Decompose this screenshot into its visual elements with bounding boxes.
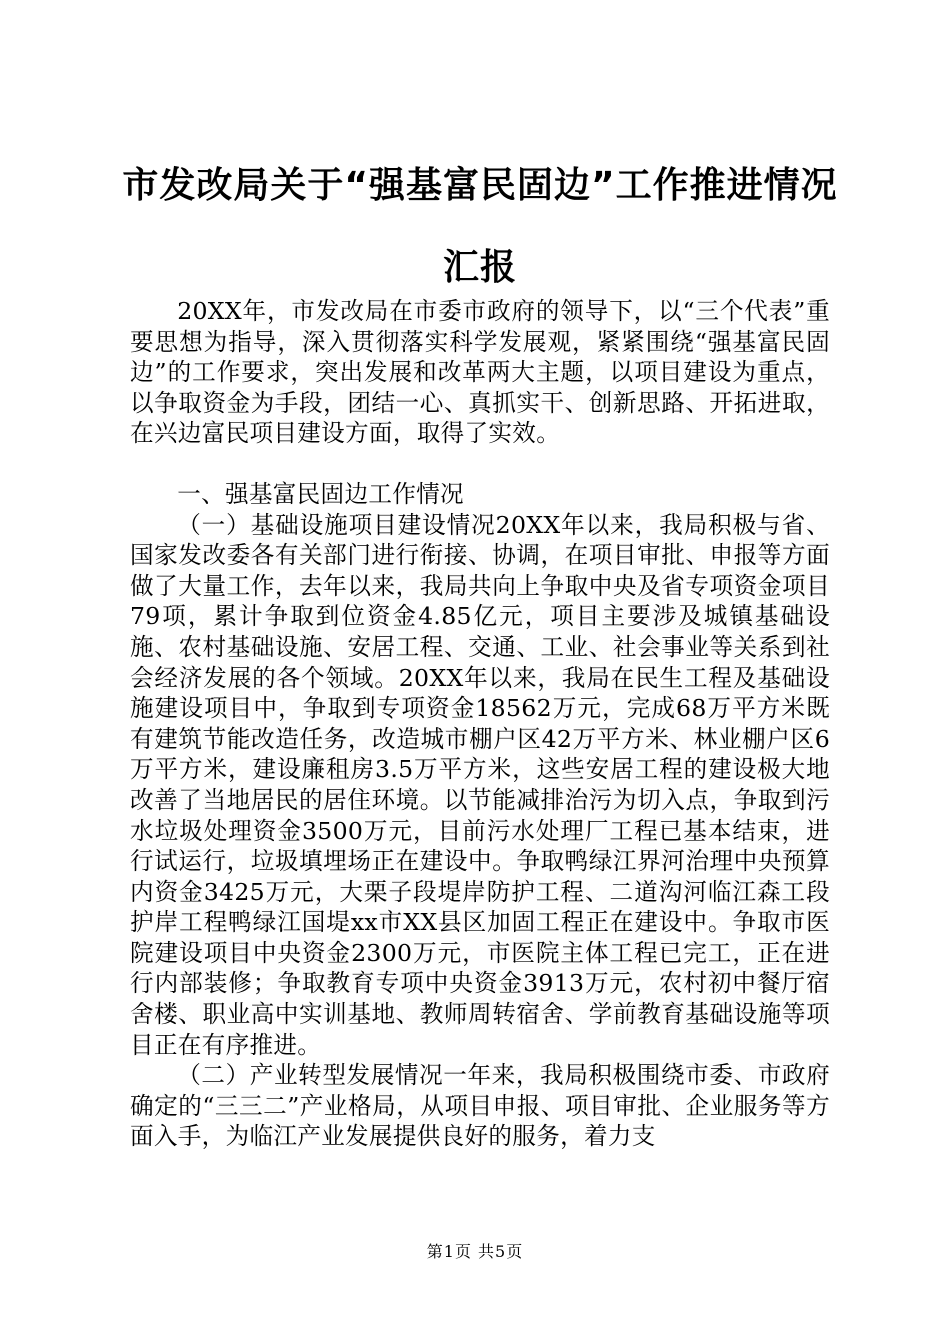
page-footer: 第1页 共5页 [426, 1242, 524, 1261]
section-heading: 一、强基富民固边工作情况 [177, 479, 464, 508]
industry-paragraph: （二）产业转型发展情况一年来，我局积极围绕市委、市政府确定的“三三二”产业格局，从项目申报、项目审批、企业服务等方面入手，为临江产业发展提供良好的服务，着力支 [130, 1061, 830, 1151]
document-title-line-2: 汇报 [442, 247, 517, 288]
intro-paragraph: 20XX年，市发改局在市委市政府的领导下，以“三个代表”重要思想为指导，深入贯彻落实科学发展观，紧紧围绕“强基富民固边”的工作要求，突出发展和改革两大主题，以项目建设为重点，以争取资金为手段，团结一心、真抓实干、创新思路、开拓进取，在兴边富民项目建设方面，取得了实效。 [130, 297, 830, 448]
document-title-line-1: 市发改局关于“强基富民固边”工作推进情况 [122, 165, 838, 206]
infrastructure-paragraph: （一）基础设施项目建设情况20XX年以来，我局积极与省、国家发改委各有关部门进行衔接、协调，在项目审批、申报等方面做了大量工作，去年以来，我局共向上争取中央及省专项资金项目79项，累计争取到位资金4.85亿元，项目主要涉及城镇基础设施、农村基础设施、安居工程、交通、工业、社会事业等关系到社会经济发展的各个领域。20XX年以来，我局在民生工程及基础设施建设项目中，争取到专项资金18562万元，完成68万平方米既有建筑节能改造任务，改造城市棚户区42万平方米、林业棚户区6万平方米，建设廉租房3.5万平方米，这些安居工程的建设极大地改善了当地居民的居住环境。以节能减排治污为切入点，争取到污水垃圾处理资金3500万元，目前污水处理厂工程已基本结束，进行试运行，垃圾填埋场正在建设中。争取鸭绿江界河治理中央预算内资金3425万元，大栗子段堤岸防护工程、二道沟河临江森工段护岸工程鸭绿江国堤xx市XX县区加固工程正在建设中。争取市医院建设项目中央资金2300万元，市医院主体工程已完工，正在进行内部装修；争取教育专项中央资金3913万元，农村初中餐厅宿舍楼、职业高中实训基地、教师周转宿舍、学前教育基础设施等项目正在有序推进。 [130, 510, 830, 1059]
document-body [130, 296, 830, 1152]
